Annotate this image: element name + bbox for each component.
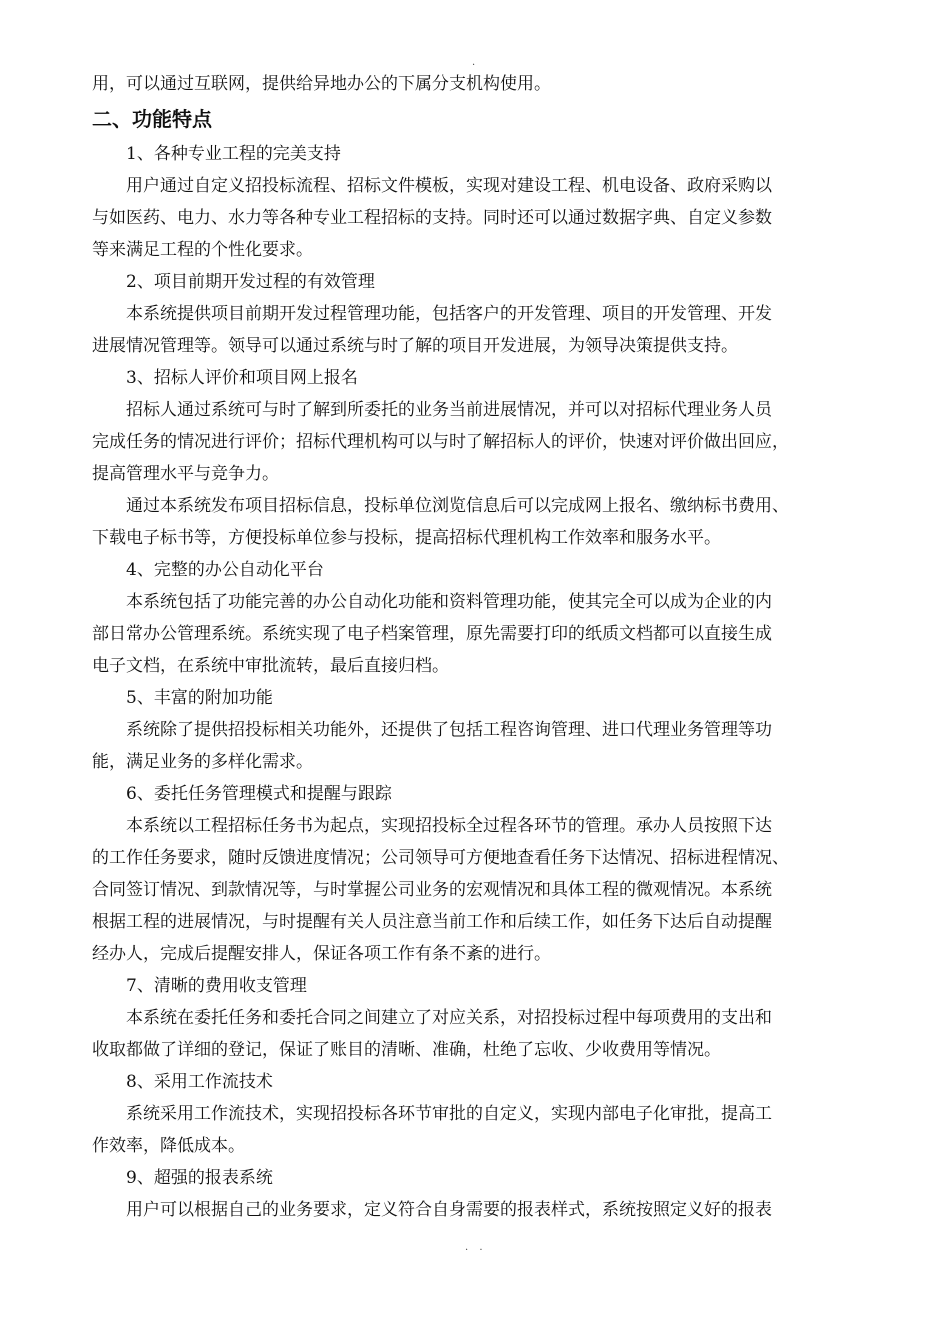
paragraph-line-indented: 2、项目前期开发过程的有效管理	[126, 272, 375, 292]
paragraph-line-indented: 招标人通过系统可与时了解到所委托的业务当前进展情况，并可以对招标代理业务人员	[126, 400, 772, 420]
paragraph-line-indented: 本系统以工程招标任务书为起点，实现招投标全过程各环节的管理。承办人员按照下达	[126, 816, 772, 836]
paragraph-line-indented: 用户通过自定义招投标流程、招标文件模板，实现对建设工程、机电设备、政府采购以	[126, 176, 772, 196]
paragraph-line: 与如医药、电力、水力等各种专业工程招标的支持。同时还可以通过数据字典、自定义参数	[92, 208, 772, 228]
paragraph-line: 的工作任务要求，随时反馈进度情况；公司领导可方便地查看任务下达情况、招标进程情况、	[92, 848, 789, 868]
paragraph-line: 提高管理水平与竞争力。	[92, 464, 279, 484]
paragraph-line: 部日常办公管理系统。系统实现了电子档案管理，原先需要打印的纸质文档都可以直接生成	[92, 624, 772, 644]
paragraph-line-indented: 本系统提供项目前期开发过程管理功能，包括客户的开发管理、项目的开发管理、开发	[126, 304, 772, 324]
page-mark-bottom: . .	[465, 1242, 487, 1253]
paragraph-line: 进展情况管理等。领导可以通过系统与时了解的项目开发进展，为领导决策提供支持。	[92, 336, 738, 356]
paragraph-line: 根据工程的进展情况，与时提醒有关人员注意当前工作和后续工作，如任务下达后自动提醒	[92, 912, 772, 932]
paragraph-line: 作效率，降低成本。	[92, 1136, 245, 1156]
paragraph-line: 经办人，完成后提醒安排人，保证各项工作有条不紊的进行。	[92, 944, 551, 964]
paragraph-line-indented: 9、超强的报表系统	[126, 1168, 273, 1188]
paragraph-line-indented: 系统采用工作流技术，实现招投标各环节审批的自定义，实现内部电子化审批，提高工	[126, 1104, 772, 1124]
paragraph-line-indented: 6、委托任务管理模式和提醒与跟踪	[126, 784, 392, 804]
paragraph-line: 合同签订情况、到款情况等，与时掌握公司业务的宏观情况和具体工程的微观情况。本系统	[92, 880, 772, 900]
paragraph-line: 收取都做了详细的登记，保证了账目的清晰、准确，杜绝了忘收、少收费用等情况。	[92, 1040, 721, 1060]
section-heading: 二、功能特点	[92, 107, 212, 131]
paragraph-line-indented: 7、清晰的费用收支管理	[126, 976, 307, 996]
paragraph-line-indented: 本系统在委托任务和委托合同之间建立了对应关系，对招投标过程中每项费用的支出和	[126, 1008, 772, 1028]
paragraph-line: 等来满足工程的个性化要求。	[92, 240, 313, 260]
paragraph-line-indented: 系统除了提供招投标相关功能外，还提供了包括工程咨询管理、进口代理业务管理等功	[126, 720, 772, 740]
paragraph-line-indented: 4、完整的办公自动化平台	[126, 560, 324, 580]
paragraph-line: 用，可以通过互联网，提供给异地办公的下属分支机构使用。	[92, 74, 551, 94]
paragraph-line-indented: 通过本系统发布项目招标信息，投标单位浏览信息后可以完成网上报名、缴纳标书费用、	[126, 496, 789, 516]
paragraph-line-indented: 3、招标人评价和项目网上报名	[126, 368, 358, 388]
paragraph-line-indented: 1、各种专业工程的完美支持	[126, 144, 341, 164]
paragraph-line: 下载电子标书等，方便投标单位参与投标，提高招标代理机构工作效率和服务水平。	[92, 528, 721, 548]
document-body	[92, 68, 862, 1226]
paragraph-line-indented: 8、采用工作流技术	[126, 1072, 273, 1092]
paragraph-line: 能，满足业务的多样化需求。	[92, 752, 313, 772]
paragraph-line-indented: 5、丰富的附加功能	[126, 688, 273, 708]
paragraph-line-indented: 用户可以根据自己的业务要求，定义符合自身需要的报表样式，系统按照定义好的报表	[126, 1200, 772, 1220]
paragraph-line-indented: 本系统包括了功能完善的办公自动化功能和资料管理功能，使其完全可以成为企业的内	[126, 592, 772, 612]
paragraph-line: 完成任务的情况进行评价；招标代理机构可以与时了解招标人的评价，快速对评价做出回应，	[92, 432, 789, 452]
paragraph-line: 电子文档，在系统中审批流转，最后直接归档。	[92, 656, 449, 676]
page-mark-top: .	[472, 57, 476, 68]
